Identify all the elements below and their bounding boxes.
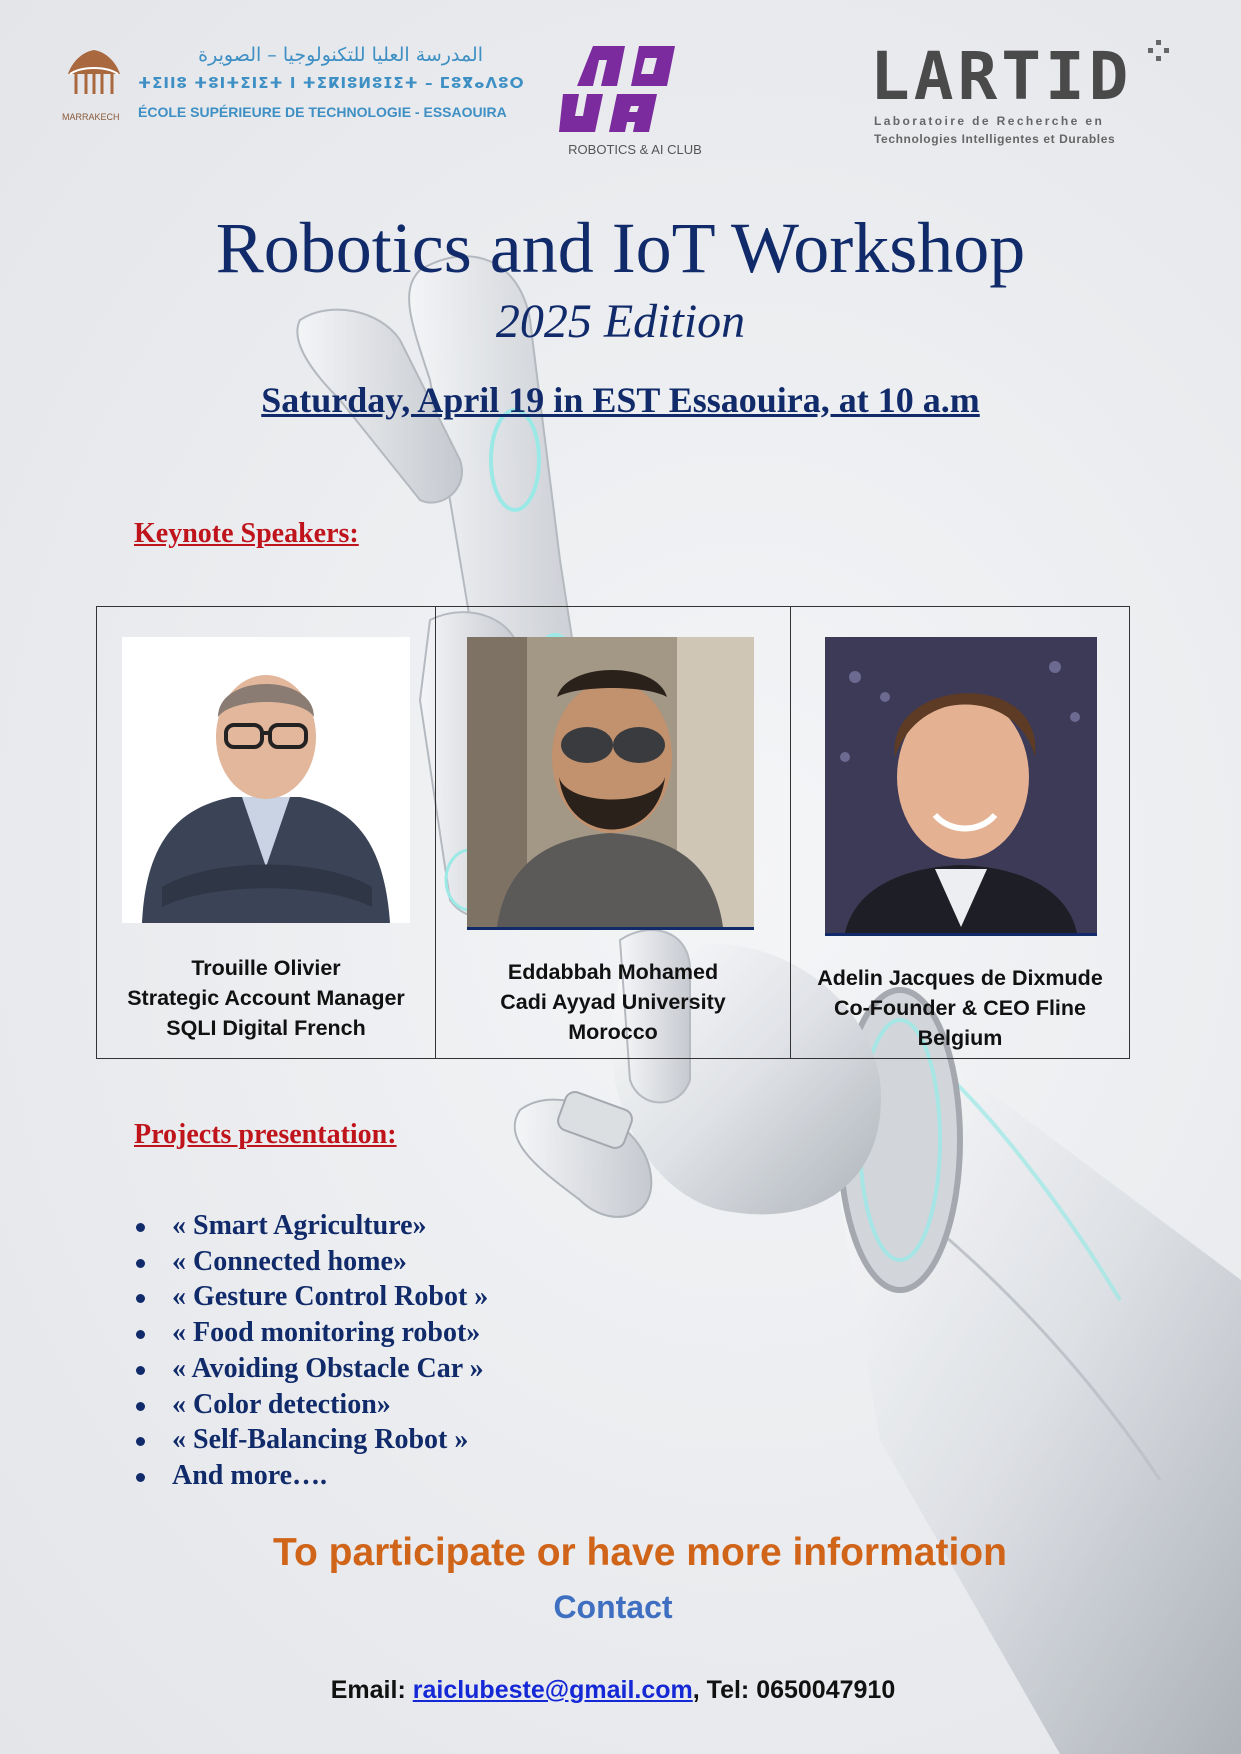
speaker-org: SQLI Digital French	[166, 1016, 366, 1040]
speaker-info	[436, 957, 790, 1047]
page-title: Robotics and IoT Workshop	[215, 208, 1026, 288]
speaker-cell	[97, 607, 436, 1058]
speaker-name: Eddabbah Mohamed	[507, 960, 719, 984]
lartid-line1: Laboratoire de Recherche en	[874, 114, 1105, 128]
est-tifinagh-name: ⵜⵉⵏⵏⵓ ⵜⵓⵏⵜⵉⵏⵉⵜ ⵏ ⵜⵉⴽⵏⵓⵍⵓⵊⵉⵜ – ⵎⵓⴳⴰⴷⵓⵔ	[138, 74, 525, 92]
project-item: « Connected home»	[134, 1244, 488, 1280]
speaker-name: Trouille Olivier	[191, 956, 341, 980]
nova-logo-icon	[555, 42, 715, 138]
nova-caption: ROBOTICS & AI CLUB	[568, 142, 702, 157]
speaker-info	[97, 953, 435, 1043]
speakers-table	[96, 606, 1130, 1059]
contact-heading: Contact	[553, 1589, 673, 1625]
speaker-role: Strategic Account Manager	[127, 986, 405, 1010]
speaker-cell	[436, 607, 791, 1058]
projects-list	[134, 1208, 488, 1494]
speaker-info	[791, 963, 1129, 1053]
email-label: Email:	[330, 1676, 413, 1704]
lartid-wordmark: LARTID	[870, 38, 1133, 115]
edition-subtitle: 2025 Edition	[495, 295, 746, 348]
speaker-name: Adelin Jacques de Dixmude	[817, 966, 1103, 990]
university-label: MARRAKECH	[62, 112, 120, 122]
project-item: « Food monitoring robot»	[134, 1315, 488, 1351]
speaker-role: Co-Founder & CEO Fline	[833, 996, 1087, 1020]
est-french-name: ÉCOLE SUPÉRIEURE DE TECHNOLOGIE - ESSAOUIRA	[138, 104, 507, 120]
speaker-photo	[825, 637, 1097, 936]
keynote-heading: Keynote Speakers:	[134, 518, 359, 549]
lartid-line2: Technologies Intelligentes et Durables	[874, 132, 1116, 146]
tel-text: , Tel: 0650047910	[692, 1676, 896, 1704]
project-item: « Gesture Control Robot »	[134, 1279, 488, 1315]
projects-heading: Projects presentation:	[134, 1119, 397, 1150]
lartid-logo	[870, 40, 1170, 150]
nova-club-logo	[555, 42, 715, 162]
email-link[interactable]: raiclubeste@gmail.com	[412, 1676, 693, 1704]
project-item: « Color detection»	[134, 1387, 488, 1423]
dots-icon	[1148, 40, 1170, 62]
project-item: « Avoiding Obstacle Car »	[134, 1351, 488, 1387]
speaker-photo	[122, 637, 410, 923]
est-arabic-name: المدرسة العليا للتكنولوجيا – الصويرة	[198, 44, 483, 66]
speaker-photo	[467, 637, 754, 930]
speaker-role: Cadi Ayyad University	[500, 990, 726, 1014]
project-item: « Self-Balancing Robot »	[134, 1422, 488, 1458]
speaker-org: Morocco	[568, 1020, 658, 1044]
project-item: And more….	[134, 1458, 488, 1494]
event-date: Saturday, April 19 in EST Essaouira, at 10 a.m	[261, 380, 980, 420]
participate-cta: To participate or have more information	[273, 1531, 1007, 1574]
est-essaouira-logo	[62, 44, 525, 134]
speaker-org: Belgium	[917, 1026, 1003, 1050]
contact-line	[0, 1676, 1226, 1705]
project-item: « Smart Agriculture»	[134, 1208, 488, 1244]
speaker-cell	[791, 607, 1129, 1058]
